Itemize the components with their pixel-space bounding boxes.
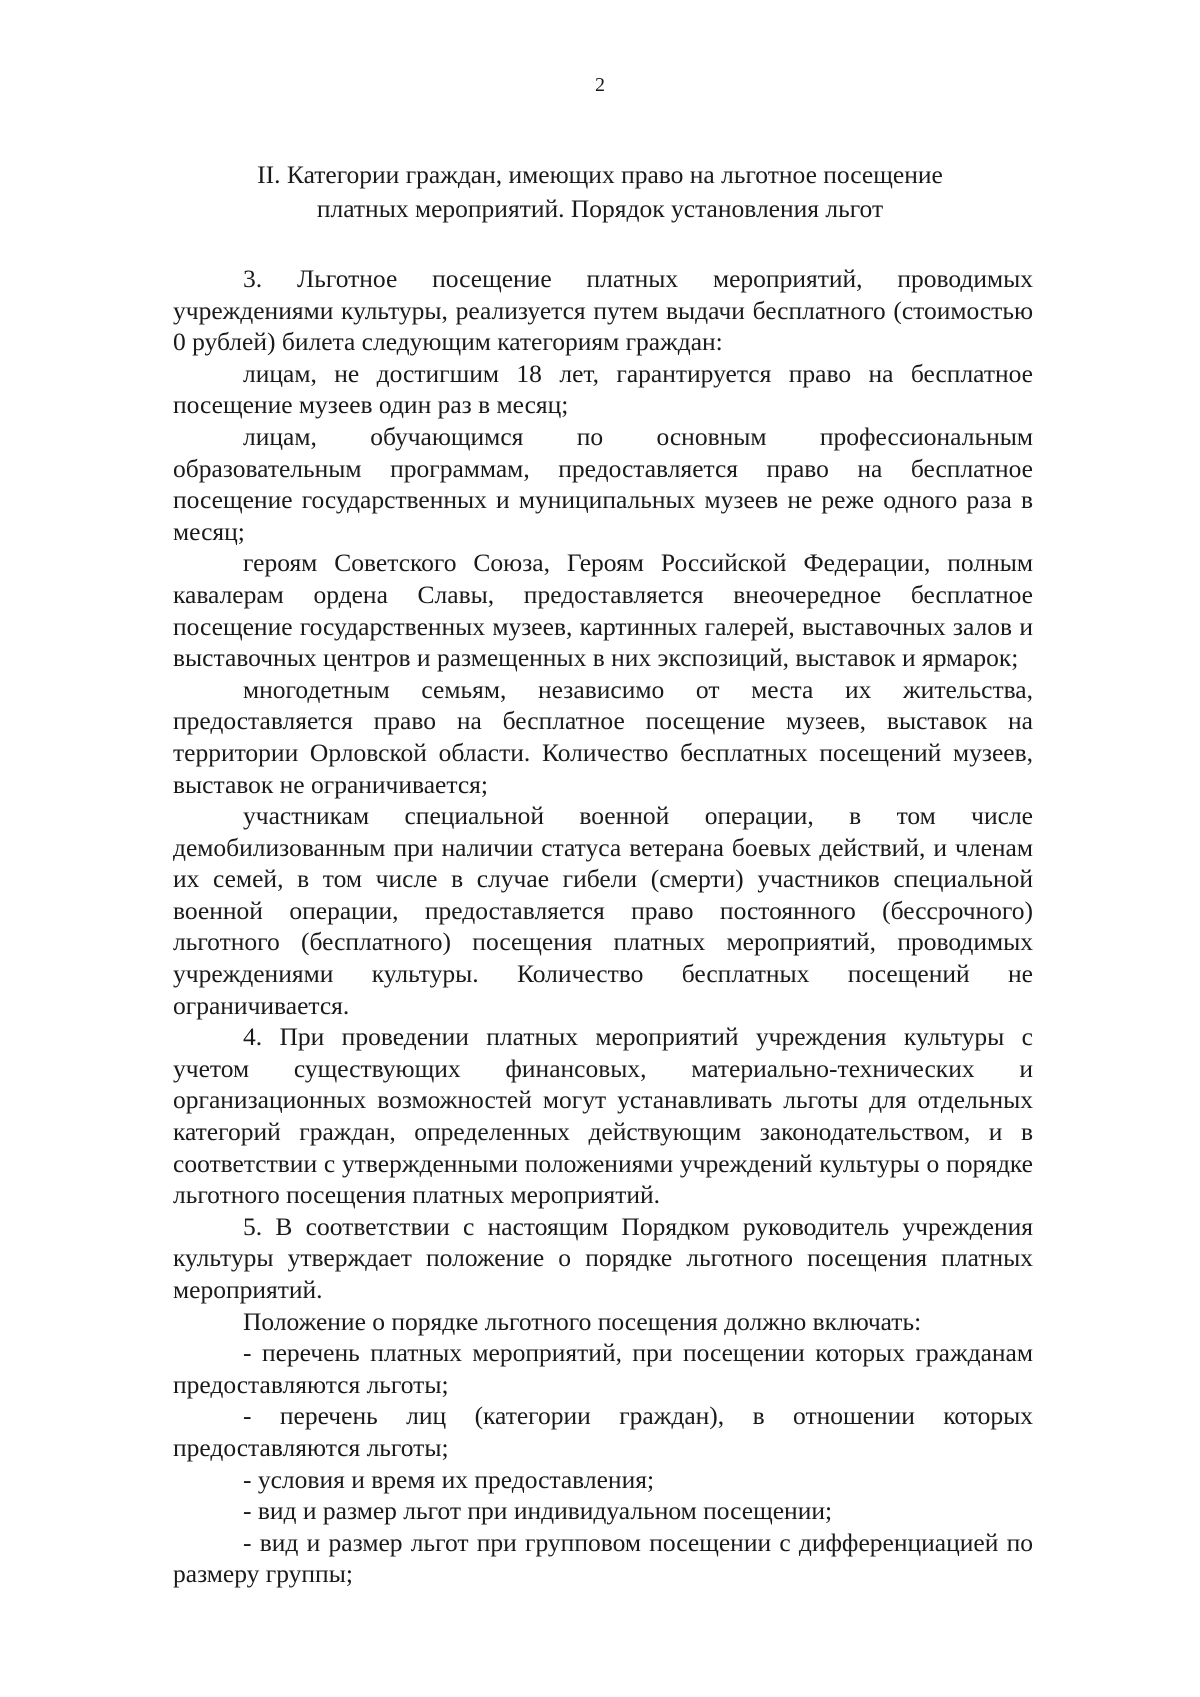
paragraph-4: 4. При проведении платных мероприятий учреждения культуры с учетом существующих финансовых, материально-технических и организационных возможностей могут устанавливать льготы для отдельных категорий граждан, определенных действующим законодательством, и в соответствии с утвержденными положениями учреждений культуры о порядке льготного посещения платных мероприятий. [173, 1022, 1033, 1210]
paragraph-5: 5. В соответствии с настоящим Порядком руководитель учреждения культуры утверждает положение о порядке льготного посещения платных мероприятий. [173, 1211, 1033, 1304]
paragraph-students: лицам, обучающимся по основным профессиональным образовательным программам, предоставляется право на бесплатное посещение государственных и муниципальных музеев не реже одного раза в месяц; [173, 421, 1033, 546]
paragraph-3-intro: 3. Льготное посещение платных мероприятий, проводимых учреждениями культуры, реализуется путем выдачи бесплатного (стоимостью 0 рублей) билета следующим категориям граждан: [173, 264, 1033, 357]
paragraph-heroes: героям Советского Союза, Героям Российской Федерации, полным кавалерам ордена Славы, предоставляется внеочередное бесплатное посещение государственных музеев, картинных галерей, выставочных залов и выставочных центров и размещенных в них экспозиций, выставок и ярмарок; [173, 548, 1033, 673]
section-heading [240, 158, 960, 226]
document-body [173, 263, 1033, 1590]
paragraph-minors: лицам, не достигшим 18 лет, гарантируется право на бесплатное посещение музеев один раз в месяц; [173, 358, 1033, 420]
paragraph-svo-participants: участникам специальной военной операции, в том числе демобилизованным при наличии статуса ветерана боевых действий, и членам их семей, в том числе в случае гибели (смерти) участников специальной военной операции, предоставляется право постоянного (бессрочного) льготного (бесплатного) посещения платных мероприятий, проводимых учреждениями культуры. Количество бесплатных посещений не ограничивается. [173, 801, 1033, 1020]
paragraph-regulation-contents: Положение о порядке льготного посещения должно включать: [243, 1306, 922, 1336]
page-number: 2 [595, 74, 605, 96]
list-item-conditions: - условия и время их предоставления; [243, 1464, 655, 1494]
section-heading-line-2: платных мероприятий. Порядок установления льгот [316, 194, 884, 223]
list-item-events: - перечень платных мероприятий, при посещении которых гражданам предоставляются льготы; [173, 1338, 1033, 1399]
paragraph-large-families: многодетным семьям, независимо от места их жительства, предоставляется право на бесплатное посещение музеев, выставок на территории Орловской области. Количество бесплатных посещений музеев, выставок не ограничивается; [173, 674, 1033, 799]
list-item-individual: - вид и размер льгот при индивидуальном посещении; [243, 1496, 833, 1526]
list-item-group: - вид и размер льгот при групповом посещении с дифференциацией по размеру группы; [173, 1527, 1033, 1589]
list-item-persons: - перечень лиц (категории граждан), в отношении которых предоставляются льготы; [173, 1401, 1033, 1462]
section-heading-line-1: II. Категории граждан, имеющих право на льготное посещение [257, 160, 943, 189]
